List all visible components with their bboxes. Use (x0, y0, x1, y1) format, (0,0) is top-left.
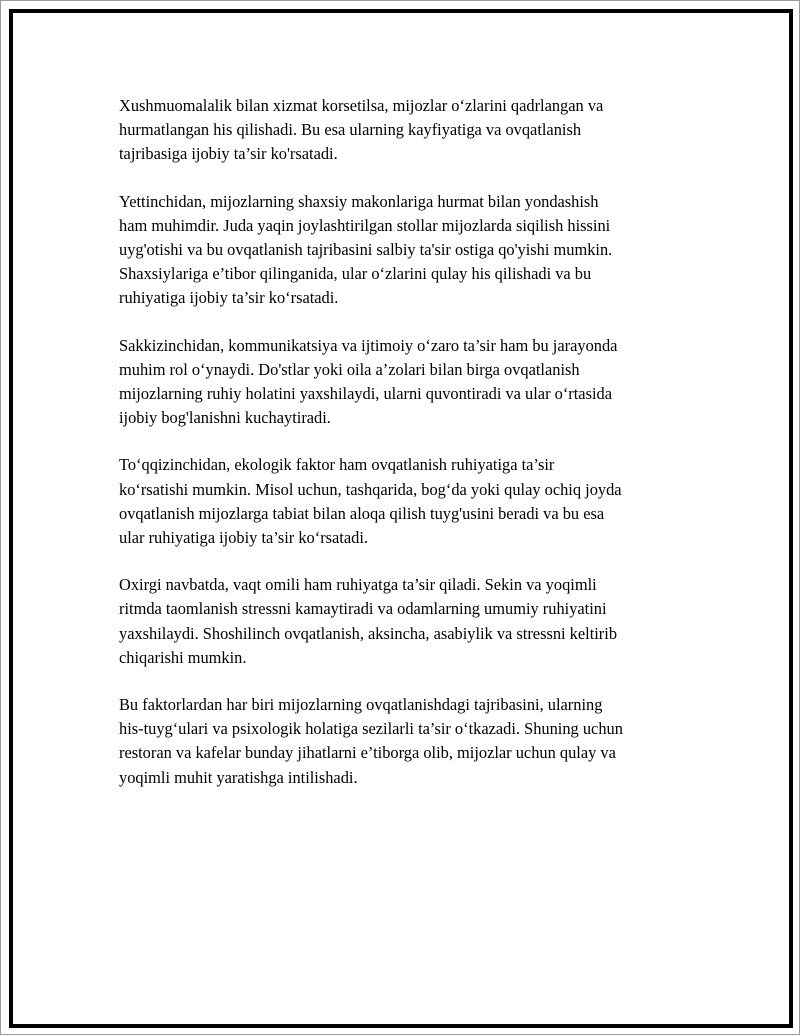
text-line: restoran va kafelar bunday jihatlarni e’tiborga olib, mijozlar uchun qulay va (119, 743, 616, 763)
paragraph-1 (119, 94, 699, 167)
paragraph-5 (119, 573, 699, 670)
text-line: Oxirgi navbatda, vaqt omili ham ruhiyatga ta’sir qiladi. Sekin va yoqimli (119, 575, 597, 595)
text-line: ham muhimdir. Juda yaqin joylashtirilgan stollar mijozlarda siqilish hissini (119, 215, 611, 235)
text-line: ovqatlanish mijozlarga tabiat bilan aloqa qilish tuyg'usini beradi va bu esa (119, 503, 605, 523)
paragraph-6 (119, 693, 699, 790)
text-line: Shaxsiylariga e’tibor qilinganida, ular o‘zlarini qulay his qilishadi va bu (119, 264, 592, 284)
text-line: Xushmuomalalik bilan xizmat korsetilsa, mijozlar o‘zlarini qadrlangan va (119, 96, 604, 115)
text-line: ular ruhiyatiga ijobiy ta’sir ko‘rsatadi. (119, 528, 368, 548)
text-line: yaxshilaydi. Shoshilinch ovqatlanish, aksincha, asabiylik va stressni keltirib (119, 623, 618, 643)
text-line: his-tuyg‘ulari va psixologik holatiga sezilarli ta’sir o‘tkazadi. Shuning uchun (119, 719, 623, 739)
text-line: ritmda taomlanish stressni kamaytiradi va odamlarning umumiy ruhiyatini (119, 599, 607, 619)
text-line: ko‘rsatishi mumkin. Misol uchun, tashqarida, bog‘da yoki qulay ochiq joyda (119, 479, 622, 499)
text-line: To‘qqizinchidan, ekologik faktor ham ovqatlanish ruhiyatiga ta’sir (119, 455, 555, 475)
paragraph-4 (119, 453, 699, 550)
text-line: tajribasiga ijobiy ta’sir ko'rsatadi. (119, 144, 338, 164)
text-line: ijobiy bog'lanishni kuchaytiradi. (119, 408, 331, 428)
text-line: hurmatlangan his qilishadi. Bu esa ularning kayfiyatiga va ovqatlanish (119, 120, 582, 140)
paragraph-2 (119, 190, 699, 311)
text-line: Yettinchidan, mijozlarning shaxsiy makonlariga hurmat bilan yondashish (119, 191, 599, 211)
text-line: uyg'otishi va bu ovqatlanish tajribasini salbiy ta'sir ostiga qo'yishi mumkin. (119, 240, 613, 260)
text-line: chiqarishi mumkin. (119, 647, 247, 667)
paragraph-3 (119, 334, 699, 431)
text-line: Bu faktorlardan har biri mijozlarning ovqatlanishdagi tajribasini, ularning (119, 695, 603, 715)
text-line: yoqimli muhit yaratishga intilishadi. (119, 767, 358, 787)
text-line: muhim rol o‘ynaydi. Do'stlar yoki oila a’zolari bilan birga ovqatlanish (119, 359, 580, 379)
document-body (119, 94, 699, 813)
text-line: Sakkizinchidan, kommunikatsiya va ijtimoiy o‘zaro ta’sir ham bu jarayonda (119, 335, 618, 355)
text-line: mijozlarning ruhiy holatini yaxshilaydi, ularni quvontiradi va ular o‘rtasida (119, 384, 612, 404)
text-line: ruhiyatiga ijobiy ta’sir ko‘rsatadi. (119, 288, 339, 308)
